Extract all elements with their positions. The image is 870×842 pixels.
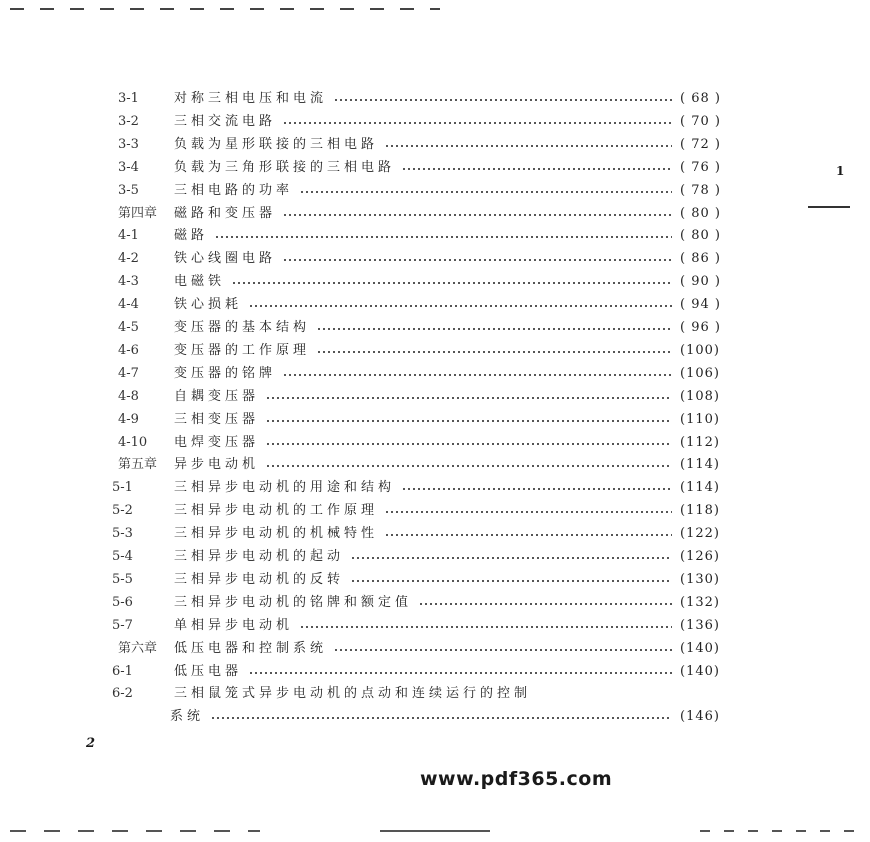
toc-entry-row[interactable] xyxy=(0,569,870,591)
toc-page-ref: (118) xyxy=(680,503,720,519)
toc-leader-dots xyxy=(267,443,672,445)
toc-page-ref: (122) xyxy=(680,526,720,542)
toc-title: 三相变压器 xyxy=(174,411,260,427)
toc-number: 3-2 xyxy=(118,113,139,129)
toc-leader-dots xyxy=(284,122,672,124)
toc-entry-row[interactable] xyxy=(0,477,870,499)
toc-entry-row[interactable] xyxy=(0,615,870,637)
toc-number: 5-5 xyxy=(112,571,133,587)
toc-title: 异步电动机 xyxy=(174,457,260,473)
toc-page-ref: ( 76 ) xyxy=(680,159,721,175)
toc-page-ref: ( 78 ) xyxy=(680,182,721,198)
toc-entry-row[interactable] xyxy=(0,111,870,133)
toc-entry-row[interactable] xyxy=(0,271,870,293)
toc-number: 4-6 xyxy=(118,342,139,358)
toc-number: 5-2 xyxy=(112,503,133,519)
margin-line xyxy=(808,206,850,208)
toc-leader-dots xyxy=(212,717,672,719)
toc-title: 低压电器和控制系统 xyxy=(174,640,328,656)
toc-entry-row[interactable] xyxy=(0,661,870,683)
toc-entry-row[interactable] xyxy=(0,248,870,270)
toc-number: 5-3 xyxy=(112,526,133,542)
toc-page-ref: ( 70 ) xyxy=(680,113,721,129)
toc-leader-dots xyxy=(386,534,672,536)
toc-entry-row[interactable] xyxy=(0,432,870,454)
toc-leader-dots xyxy=(318,328,672,330)
toc-number: 第六章 xyxy=(118,640,158,656)
toc-leader-dots xyxy=(420,603,672,605)
toc-title: 对称三相电压和电流 xyxy=(174,91,328,106)
toc-leader-dots xyxy=(403,488,672,490)
toc-leader-dots xyxy=(267,465,672,467)
toc-leader-dots xyxy=(386,145,672,147)
toc-page-ref: (112) xyxy=(680,434,720,450)
toc-title: 三相异步电动机的用途和结构 xyxy=(174,480,396,496)
toc-leader-dots xyxy=(301,191,672,193)
toc-number: 4-7 xyxy=(118,365,139,381)
toc-entry-row[interactable] xyxy=(0,294,870,316)
toc-title: 三相鼠笼式异步电动机的点动和连续运行的控制 xyxy=(174,686,532,702)
toc-leader-dots xyxy=(301,626,672,628)
toc-page-ref: ( 72 ) xyxy=(680,136,721,152)
toc-number: 4-10 xyxy=(118,434,148,450)
scan-artifact-bottom-mid xyxy=(380,830,490,832)
toc-entry-row[interactable] xyxy=(0,363,870,385)
toc-number: 4-4 xyxy=(118,297,139,313)
toc-page-ref: (130) xyxy=(680,571,720,587)
toc-page-ref: ( 80 ) xyxy=(680,205,721,221)
toc-page-ref: (114) xyxy=(680,457,720,473)
toc-title: 磁路和变压器 xyxy=(174,205,277,221)
toc-number: 4-2 xyxy=(118,251,139,267)
toc-leader-dots xyxy=(284,259,672,261)
toc-title: 铁心损耗 xyxy=(174,297,243,313)
toc-title: 电焊变压器 xyxy=(174,434,260,450)
toc-entry-row[interactable] xyxy=(0,546,870,568)
toc-page-ref: ( 96 ) xyxy=(680,320,721,335)
toc-number: 4-3 xyxy=(118,274,139,290)
toc-number: 5-4 xyxy=(112,549,133,564)
toc-leader-dots xyxy=(250,672,672,674)
toc-page-ref: (140) xyxy=(680,640,720,656)
toc-title: 三相异步电动机的铭牌和额定值 xyxy=(174,594,413,610)
toc-number: 4-1 xyxy=(118,228,139,244)
toc-title: 负载为星形联接的三相电路 xyxy=(174,136,379,152)
toc-page-ref: ( 86 ) xyxy=(680,251,721,267)
toc-leader-dots xyxy=(352,557,672,559)
toc-number: 3-5 xyxy=(118,182,139,198)
toc-page-ref: (114) xyxy=(680,480,720,496)
toc-number: 4-9 xyxy=(118,411,139,427)
toc-title: 三相异步电动机的反转 xyxy=(174,571,345,587)
toc-page-ref: ( 90 ) xyxy=(680,274,721,290)
toc-leader-dots xyxy=(284,214,672,216)
toc-leader-dots xyxy=(352,580,672,582)
toc-title: 系统 xyxy=(170,709,205,725)
toc-page-ref: ( 68 ) xyxy=(680,91,721,106)
toc-title: 三相异步电动机的工作原理 xyxy=(174,503,379,519)
toc-title: 磁路 xyxy=(174,228,209,244)
toc-page-ref: (106) xyxy=(680,365,720,381)
toc-leader-dots xyxy=(284,374,672,376)
toc-number: 5-7 xyxy=(112,617,133,633)
scan-artifact-bottom-right xyxy=(700,830,860,832)
toc-number: 第四章 xyxy=(118,205,158,221)
toc-page-ref: (110) xyxy=(680,411,720,427)
toc-leader-dots xyxy=(335,99,672,101)
toc-leader-dots xyxy=(335,649,672,651)
toc-entry-row[interactable] xyxy=(0,88,870,110)
toc-page-ref: (132) xyxy=(680,594,720,610)
toc-page-ref: (146) xyxy=(680,709,720,725)
toc-title: 变压器的基本结构 xyxy=(174,320,311,335)
toc-leader-dots xyxy=(267,420,672,422)
toc-number: 3-4 xyxy=(118,159,139,175)
toc-entry-row[interactable] xyxy=(0,592,870,614)
toc-page-ref: (140) xyxy=(680,663,720,679)
toc-entry-row[interactable] xyxy=(0,409,870,431)
toc-title: 变压器的铭牌 xyxy=(174,365,277,381)
toc-leader-dots xyxy=(386,511,672,513)
toc-title: 变压器的工作原理 xyxy=(174,342,311,358)
toc-number: 5-1 xyxy=(112,480,133,496)
toc-leader-dots xyxy=(233,282,672,284)
toc-number: 6-2 xyxy=(112,686,133,702)
toc-title: 负载为三角形联接的三相电路 xyxy=(174,159,396,175)
toc-title: 三相异步电动机的起动 xyxy=(174,549,345,564)
toc-leader-dots xyxy=(267,397,672,399)
toc-page-ref: (126) xyxy=(680,549,720,564)
toc-entry-row[interactable] xyxy=(0,523,870,545)
toc-page-ref: (136) xyxy=(680,617,720,633)
toc-entry-row[interactable] xyxy=(0,500,870,522)
toc-entry-row[interactable] xyxy=(0,225,870,247)
toc-entry-row[interactable] xyxy=(0,706,870,728)
scan-artifact-top xyxy=(10,8,440,10)
toc-entry-row[interactable] xyxy=(0,180,870,202)
toc-leader-dots xyxy=(318,351,672,353)
toc-chapter-row[interactable] xyxy=(0,454,870,476)
toc-number: 4-8 xyxy=(118,388,139,404)
toc-leader-dots xyxy=(216,236,672,238)
scan-artifact-bottom-left xyxy=(10,830,260,832)
margin-number: 1 xyxy=(836,164,845,178)
toc-leader-dots xyxy=(403,168,672,170)
toc-title: 三相交流电路 xyxy=(174,113,277,129)
toc-leader-dots xyxy=(250,305,672,307)
toc-chapter-row[interactable] xyxy=(0,638,870,660)
toc-entry-row[interactable] xyxy=(0,317,870,339)
toc-chapter-row[interactable] xyxy=(0,203,870,225)
toc-entry-row[interactable] xyxy=(0,157,870,179)
toc-title: 三相异步电动机的机械特性 xyxy=(174,526,379,542)
toc-entry-row[interactable] xyxy=(0,683,870,705)
toc-title: 单相异步电动机 xyxy=(174,617,294,633)
toc-number: 6-1 xyxy=(112,663,133,679)
toc-number: 3-1 xyxy=(118,91,139,106)
toc-number: 5-6 xyxy=(112,594,133,610)
toc-title: 电磁铁 xyxy=(174,274,226,290)
page-number: 2 xyxy=(86,736,96,751)
toc-title: 铁心线圈电路 xyxy=(174,251,277,267)
toc-title: 自耦变压器 xyxy=(174,388,260,404)
watermark-url[interactable]: www.pdf365.com xyxy=(420,768,613,790)
toc-number: 3-3 xyxy=(118,136,139,152)
toc-page-ref: ( 80 ) xyxy=(680,228,721,244)
toc-entry-row[interactable] xyxy=(0,386,870,408)
toc-entry-row[interactable] xyxy=(0,340,870,362)
toc-page-ref: (100) xyxy=(680,342,720,358)
toc-number: 4-5 xyxy=(118,320,139,335)
toc-page-ref: ( 94 ) xyxy=(680,297,721,313)
toc-entry-row[interactable] xyxy=(0,134,870,156)
toc-page-ref: (108) xyxy=(680,388,720,404)
toc-title: 三相电路的功率 xyxy=(174,182,294,198)
toc-title: 低压电器 xyxy=(174,663,243,679)
toc-number: 第五章 xyxy=(118,457,158,473)
